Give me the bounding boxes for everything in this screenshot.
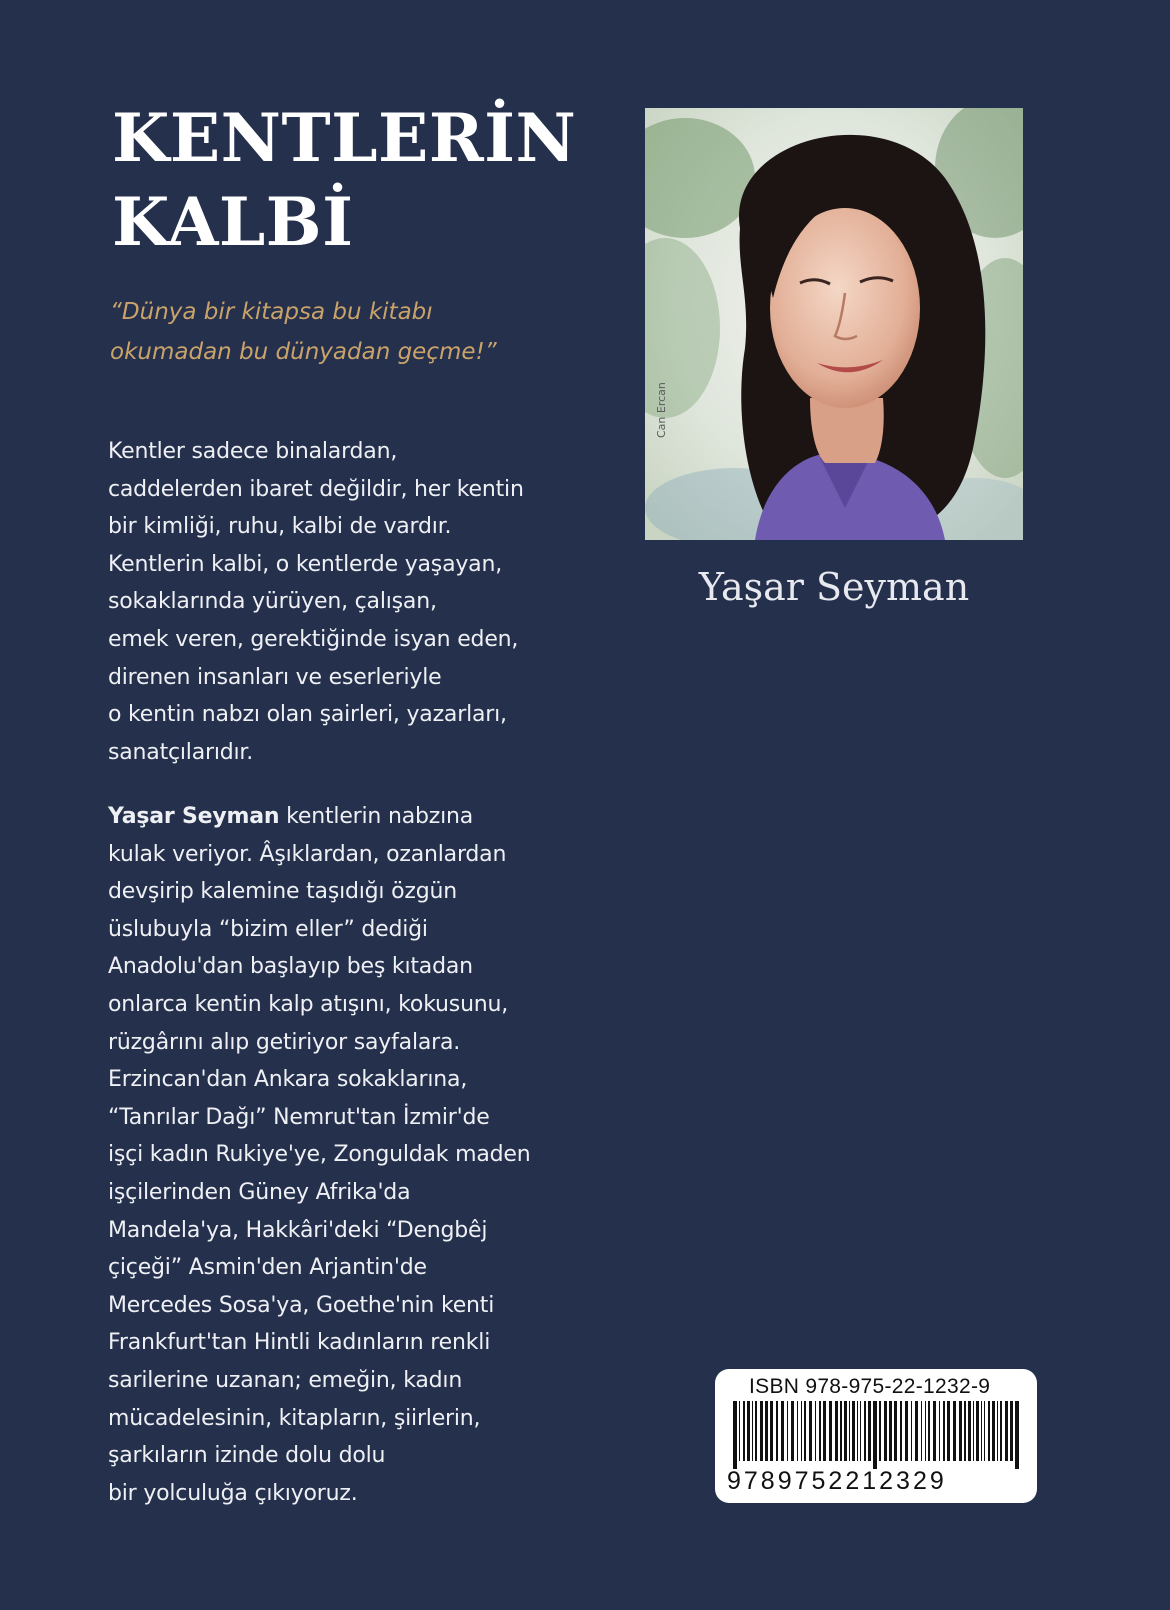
paragraph-line: sarilerine uzanan; emeğin, kadın <box>108 1367 463 1393</box>
paragraph-line: Anadolu'dan başlayıp beş kıtadan <box>108 954 473 980</box>
quote-line: “Dünya bir kitapsa bu kitabı <box>110 299 433 325</box>
quote-line: okumadan bu dünyadan geçme!” <box>110 339 497 365</box>
author-name: Yaşar Seyman <box>698 565 970 609</box>
paragraph-line: işçilerinden Güney Afrika'da <box>108 1179 411 1205</box>
paragraph-line: üslubuyla “bizim eller” dediği <box>108 916 428 942</box>
artist-signature: Can Ercan <box>655 382 668 438</box>
barcode-digits: 9789752212329 <box>727 1467 947 1495</box>
paragraph-line: Frankfurt'tan Hintli kadınların renkli <box>108 1330 491 1356</box>
blurb-paragraph-2 <box>108 798 628 1512</box>
paragraph-line: direnen insanları ve eserleriyle <box>108 664 442 690</box>
author-portrait <box>645 108 1023 540</box>
paragraph-line: emek veren, gerektiğinde isyan eden, <box>108 626 519 652</box>
barcode-bars <box>729 1401 1025 1469</box>
book-title <box>112 96 576 264</box>
paragraph-line: “Tanrılar Dağı” Nemrut'tan İzmir'de <box>108 1104 490 1130</box>
paragraph-line: onlarca kentin kalp atışını, kokusunu, <box>108 991 509 1017</box>
paragraph-line: caddelerden ibaret değildir, her kentin <box>108 476 524 502</box>
paragraph-line: bir kimliği, ruhu, kalbi de vardır. <box>108 514 452 540</box>
epigraph-quote <box>110 292 570 372</box>
paragraph-line: işçi kadın Rukiye'ye, Zonguldak maden <box>108 1142 531 1168</box>
paragraph-line: Mandela'ya, Hakkâri'deki “Dengbêj <box>108 1217 488 1243</box>
paragraph-line: bir yolculuğa çıkıyoruz. <box>108 1480 358 1506</box>
paragraph-line: sokaklarında yürüyen, çalışan, <box>108 589 437 615</box>
paragraph-line-rest: kentlerin nabzına <box>279 804 474 829</box>
paragraph-line: Erzincan'dan Ankara sokaklarına, <box>108 1067 468 1093</box>
paragraph-line: rüzgârını alıp getiriyor sayfalara. <box>108 1029 461 1055</box>
paragraph-line: kulak veriyor. Âşıklardan, ozanlardan <box>108 841 507 867</box>
paragraph-line: mücadelesinin, kitapların, şiirlerin, <box>108 1405 481 1431</box>
paragraph-line: Mercedes Sosa'ya, Goethe'nin kenti <box>108 1292 495 1318</box>
blurb-paragraph-1 <box>108 433 628 771</box>
isbn-label: ISBN 978-975-22-1232-9 <box>749 1375 991 1398</box>
book-title-line: KENTLERİN <box>112 99 577 177</box>
paragraph-line: sanatçılarıdır. <box>108 739 254 765</box>
paragraph-line <box>108 798 628 836</box>
isbn-barcode <box>715 1369 1037 1503</box>
paragraph-line: Kentlerin kalbi, o kentlerde yaşayan, <box>108 551 502 577</box>
paragraph-line: çiçeği” Asmin'den Arjantin'de <box>108 1255 427 1281</box>
book-title-line: KALBİ <box>112 183 354 261</box>
author-name-bold: Yaşar Seyman <box>108 804 280 829</box>
paragraph-line: devşirip kalemine taşıdığı özgün <box>108 879 457 905</box>
paragraph-line: Kentler sadece binalardan, <box>108 439 398 464</box>
author-portrait-illustration <box>645 108 1023 540</box>
paragraph-line: o kentin nabzı olan şairleri, yazarları, <box>108 702 507 728</box>
paragraph-line: şarkıların izinde dolu dolu <box>108 1443 386 1469</box>
